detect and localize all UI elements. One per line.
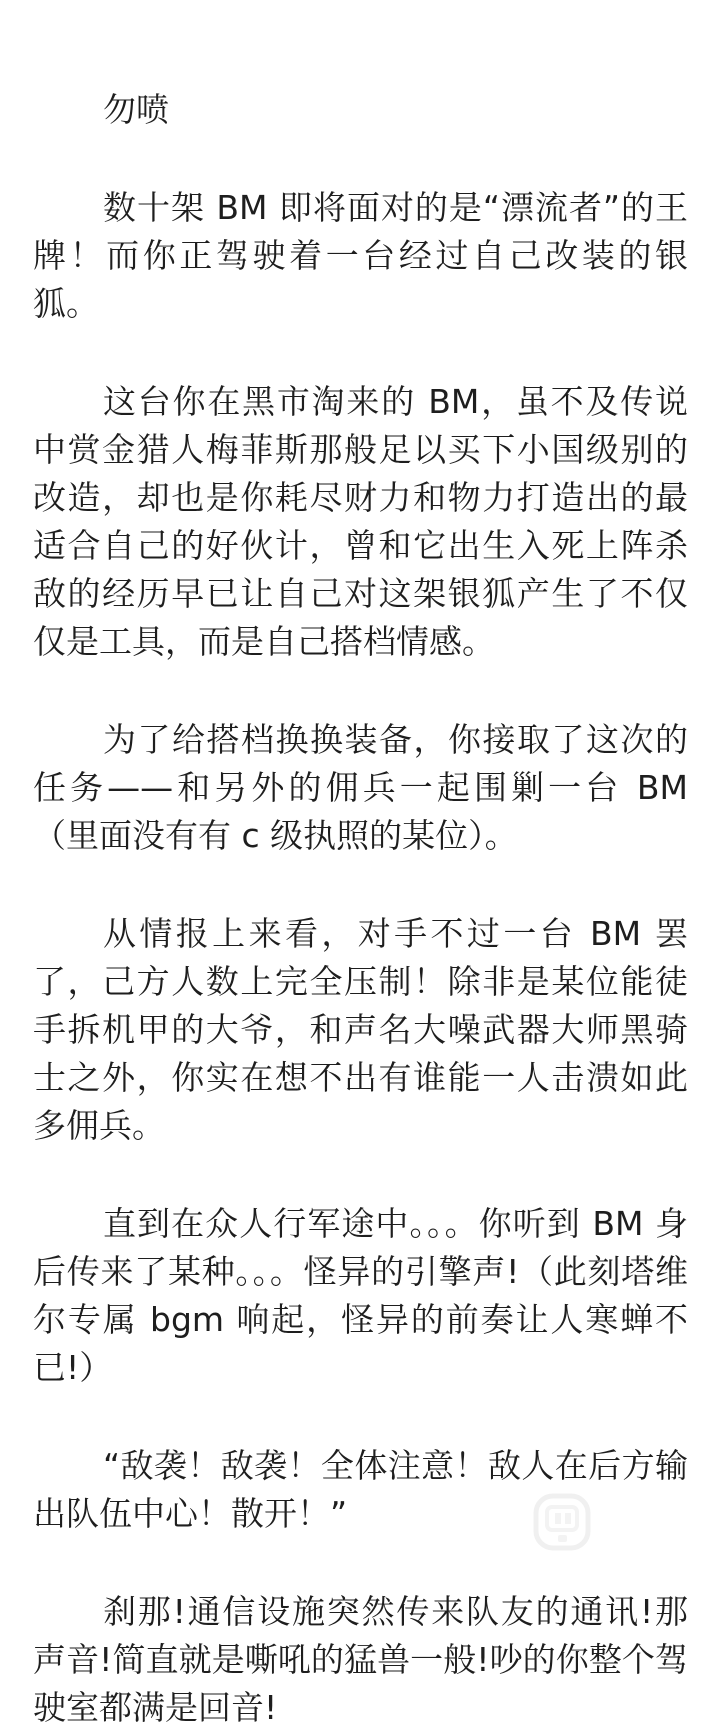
story-paragraph: 数十架 BM 即将面对的是“漂流者”的王牌！而你正驾驶着一台经过自己改装的银狐。 (33, 188, 688, 323)
story-paragraph: 勿喷 (103, 90, 169, 129)
story-paragraph: 这台你在黑市淘来的 BM，虽不及传说中赏金猎人梅菲斯那般足以买下小国级别的改造，却也是你耗尽财力和物力打造出的最适合自己的好伙计，曾和它出生入死上阵杀敌的经历早已让自己对这架银狐产生了不仅仅是工具，而是自己搭档情感。 (33, 382, 688, 661)
story-paragraph: 从情报上来看，对手不过一台 BM 罢了，己方人数上完全压制！除非是某位能徒手拆机甲的大爷，和声名大噪武器大师黑骑士之外，你实在想不出有谁能一人击溃如此多佣兵。 (33, 914, 688, 1145)
story-paragraph: “敌袭！敌袭！全体注意！敌人在后方输出队伍中心！散开！” (33, 1446, 688, 1533)
story-paragraph: 直到在众人行军途中。。。你听到 BM 身后传来了某种。。。怪异的引擎声!（此刻塔维尔专属 bgm 响起，怪异的前奏让人寒蝉不已!） (33, 1204, 688, 1387)
story-paragraph: 为了给搭档换换装备，你接取了这次的任务——和另外的佣兵一起围剿一台 BM（里面没有有 c 级执照的某位）。 (33, 720, 688, 855)
story-paragraph: 刹那!通信设施突然传来队友的通讯!那声音!简直就是嘶吼的猛兽一般!吵的你整个驾驶室都满是回音! (33, 1592, 688, 1727)
